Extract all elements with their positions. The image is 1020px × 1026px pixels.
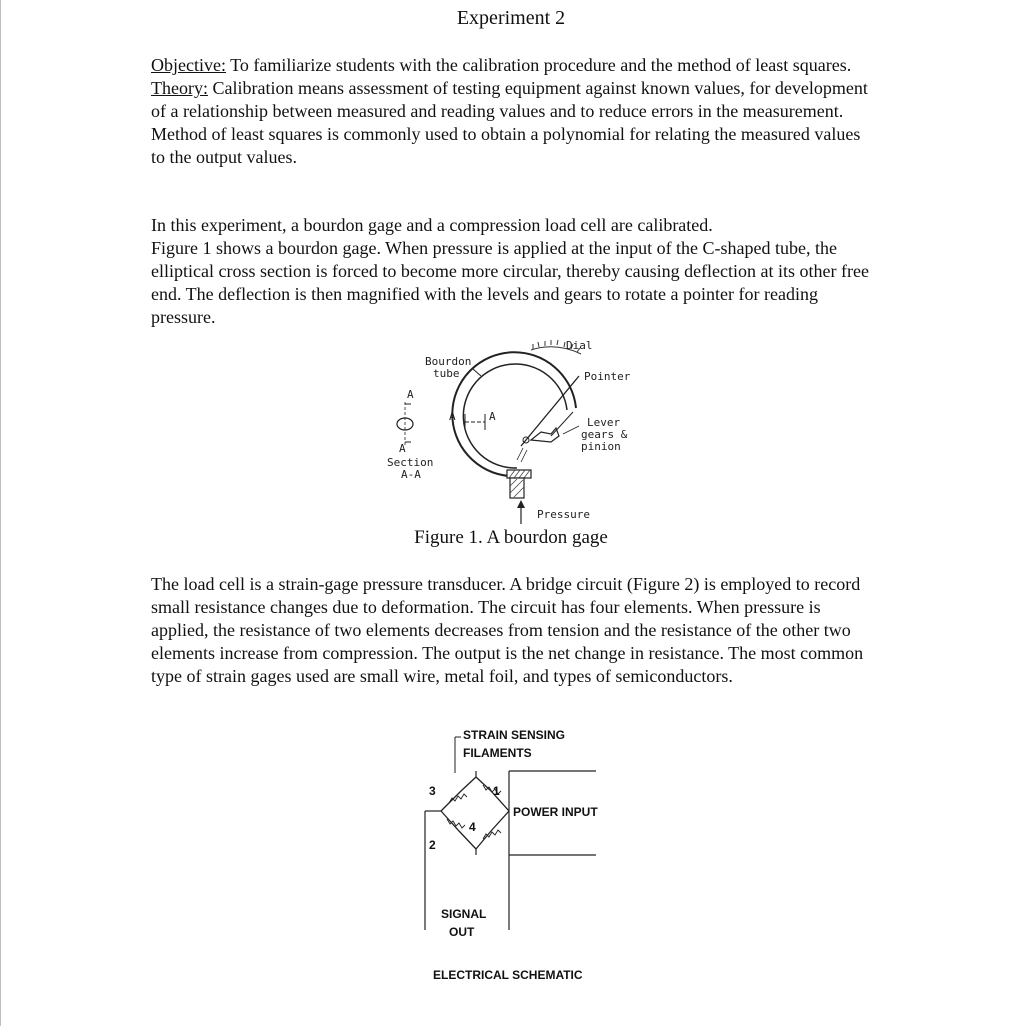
- objective-label: Objective:: [151, 55, 226, 75]
- section-a-left: A: [449, 410, 456, 423]
- lever-label-3: pinion: [581, 440, 621, 453]
- signal-label-1: SIGNAL: [441, 907, 487, 921]
- strain-label-1: STRAIN SENSING: [463, 728, 566, 742]
- element-4-arm: [476, 811, 509, 849]
- pivot-leader-1: [517, 448, 523, 460]
- lever-label-1: Lever: [587, 416, 621, 429]
- pointer-needle: [521, 376, 579, 446]
- pressure-label: Pressure: [537, 508, 590, 521]
- linkage: [551, 412, 573, 436]
- section-a-right: A: [489, 410, 496, 423]
- loadcell-paragraph: [151, 573, 871, 688]
- section-a-top: A: [407, 388, 414, 401]
- loadcell-text: The load cell is a strain-gage pressure transducer. A bridge circuit (Figure 2) is employed to record small resistance changes due to deformation. The circuit has four elements. When pressure is applied, the resistance of two elements decreases from tension and the resistance of the other two elements increase from compression. The output is the net change in resistance. The most common type of strain gages used are small wire, metal foil, and types of semiconductors.: [151, 574, 864, 686]
- sector-gear: [531, 428, 559, 442]
- section-a-bottom: A: [399, 442, 406, 455]
- section-caption-2: A-A: [401, 468, 421, 481]
- lever-label-2: gears &: [581, 428, 628, 441]
- signal-label-2: OUT: [449, 925, 475, 939]
- power-label: POWER INPUT: [513, 805, 598, 819]
- bridge-circuit-figure: [421, 725, 621, 987]
- bourdon-label-1: Bourdon: [425, 355, 472, 368]
- bourdon-tube-outer: [452, 352, 576, 476]
- node-2-label: 2: [429, 838, 436, 852]
- bourdon-leader: [473, 369, 481, 376]
- theory-text: Calibration means assessment of testing equipment against known values, for development of a relationship between measured and reading values and to reduce errors in the measurement. Method of least squares is commonly used to obtain a polynomial for relating the measured values to the output values.: [151, 78, 868, 167]
- intro-paragraph: [151, 214, 871, 329]
- theory-label: Theory:: [151, 78, 208, 98]
- node-4-label: 4: [469, 820, 476, 834]
- pressure-arrowhead: [517, 500, 525, 508]
- bourdon-tube-inner: [463, 364, 567, 468]
- objective-paragraph: [151, 54, 871, 169]
- strain-label-2: FILAMENTS: [463, 746, 532, 760]
- intro-line-2: Figure 1 shows a bourdon gage. When pressure is applied at the input of the C-shaped tube, the elliptical cross section is forced to become more circular, thereby causing deflection at its other free end. The deflection is then magnified with the levels and gears to rotate a pointer for reading pressure.: [151, 238, 869, 327]
- dial-label: Dial: [566, 339, 593, 352]
- figure-1-caption: Figure 1. A bourdon gage: [414, 527, 608, 548]
- pointer-label: Pointer: [584, 370, 631, 383]
- node-3-label: 3: [429, 784, 436, 798]
- node-1-label: 1: [493, 784, 500, 798]
- objective-text: To familiarize students with the calibration procedure and the method of least squares.: [225, 55, 852, 75]
- resistor-3: [449, 794, 467, 803]
- element-3-arm: [441, 777, 476, 811]
- bourdon-gage-figure: [381, 336, 651, 526]
- lever-leader: [563, 426, 579, 434]
- bourdon-label-2: tube: [433, 367, 460, 380]
- section-caption-1: Section: [387, 456, 434, 469]
- pivot-leader-2: [521, 450, 527, 462]
- intro-line-1: In this experiment, a bourdon gage and a compression load cell are calibrated.: [151, 215, 713, 235]
- page-title: Experiment 2: [456, 7, 566, 29]
- schematic-caption: ELECTRICAL SCHEMATIC: [433, 968, 583, 982]
